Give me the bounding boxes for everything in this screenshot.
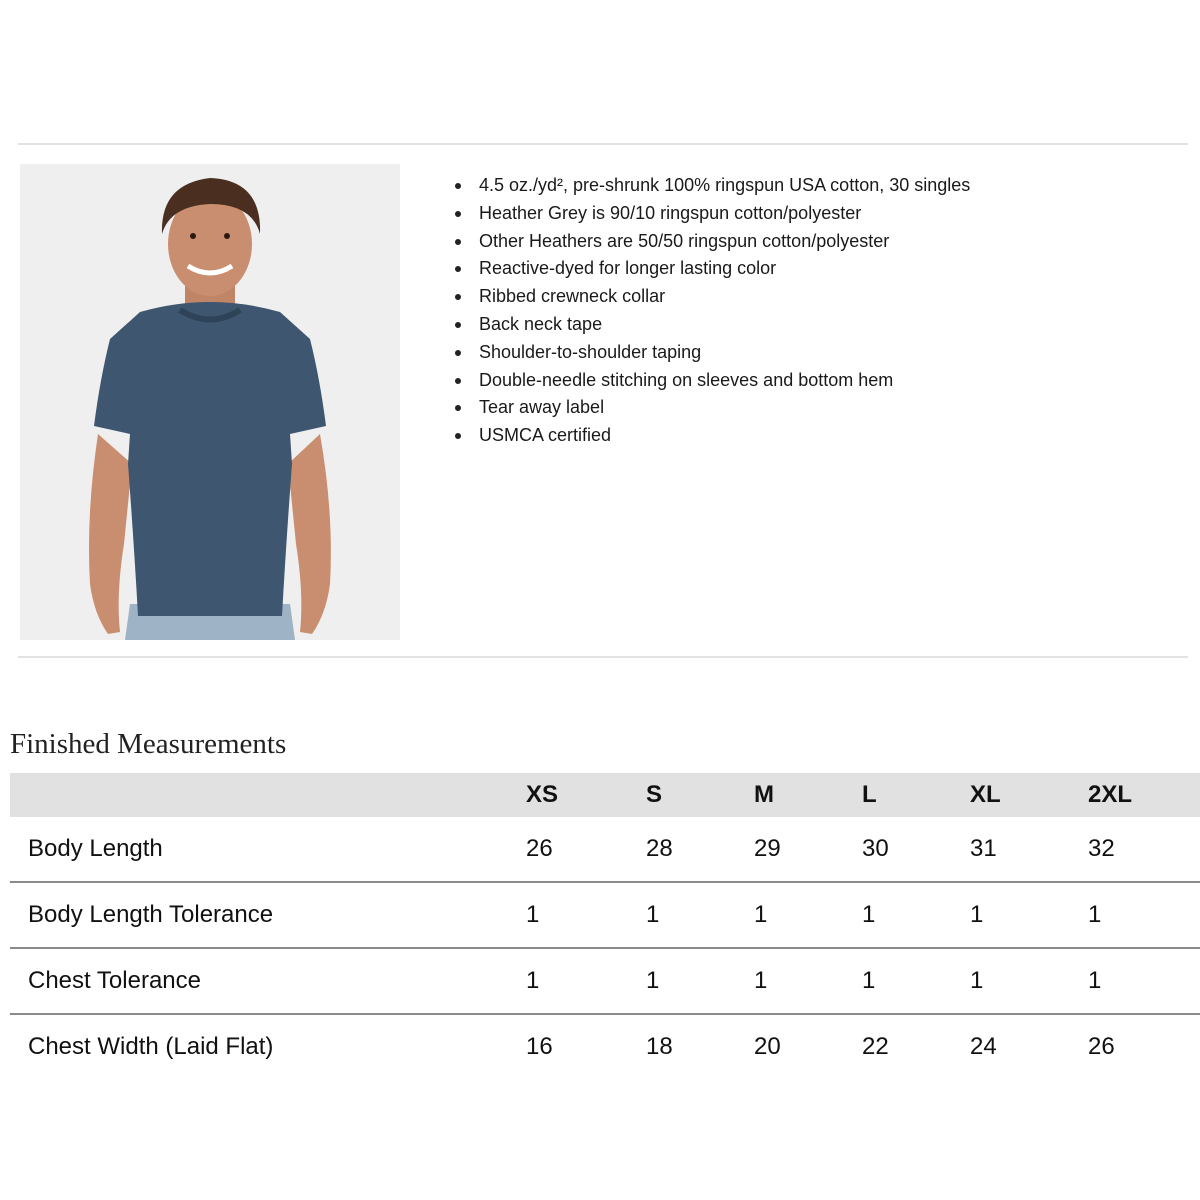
top-divider [18, 143, 1188, 145]
size-header-cell: L [862, 781, 877, 808]
feature-item [455, 394, 970, 422]
feature-item [455, 255, 970, 283]
feature-text: Double-needle stitching on sleeves and bottom hem [479, 369, 894, 390]
table-cell: 1 [862, 967, 876, 994]
table-cell: 20 [754, 1033, 781, 1060]
row-label: Body Length [28, 835, 163, 862]
feature-item [455, 172, 970, 200]
table-cell: 28 [646, 835, 673, 862]
size-table [10, 773, 1200, 1079]
bullet-icon [455, 433, 461, 439]
table-cell: 1 [754, 901, 768, 928]
model-wearing-tshirt-image [20, 164, 400, 640]
row-label: Chest Tolerance [28, 967, 201, 994]
feature-text: USMCA certified [479, 425, 612, 446]
feature-item [455, 228, 970, 256]
bullet-icon [455, 183, 461, 189]
bullet-icon [455, 266, 461, 272]
size-header-cell: XS [526, 781, 559, 808]
feature-text: Other Heathers are 50/50 ringspun cotton/polyester [479, 230, 890, 251]
table-cell: 29 [754, 835, 781, 862]
bullet-icon [455, 239, 461, 245]
table-cell: 1 [1088, 967, 1102, 994]
feature-text: Reactive-dyed for longer lasting color [479, 258, 777, 279]
table-cell: 22 [862, 1033, 889, 1060]
table-cell: 1 [754, 967, 768, 994]
bullet-icon [455, 378, 461, 384]
table-row [10, 949, 1200, 1015]
feature-item [455, 339, 970, 367]
bullet-icon [455, 405, 461, 411]
feature-text: Back neck tape [479, 313, 603, 334]
table-row [10, 817, 1200, 883]
feature-text: Shoulder-to-shoulder taping [479, 341, 702, 362]
table-cell: 1 [526, 967, 540, 994]
size-header-cell: XL [970, 781, 1001, 808]
bullet-icon [455, 294, 461, 300]
table-cell: 32 [1088, 835, 1115, 862]
table-row [10, 1015, 1200, 1079]
table-row [10, 883, 1200, 949]
table-cell: 26 [1088, 1033, 1115, 1060]
bullet-icon [455, 322, 461, 328]
table-cell: 18 [646, 1033, 673, 1060]
section-title: Finished Measurements [10, 728, 287, 760]
table-cell: 1 [1088, 901, 1102, 928]
feature-text: Tear away label [479, 397, 605, 418]
feature-item [455, 283, 970, 311]
row-label: Body Length Tolerance [28, 901, 274, 928]
feature-text: Ribbed crewneck collar [479, 286, 666, 307]
product-photo [20, 164, 400, 640]
table-cell: 26 [526, 835, 553, 862]
bottom-divider [18, 656, 1188, 658]
feature-text: 4.5 oz./yd², pre-shrunk 100% ringspun USA cotton, 30 singles [479, 175, 971, 195]
table-cell: 1 [646, 967, 660, 994]
bullet-icon [455, 350, 461, 356]
table-cell: 30 [862, 835, 889, 862]
size-header-cell: 2XL [1088, 781, 1133, 808]
size-header-cell: M [754, 781, 774, 808]
feature-text: Heather Grey is 90/10 ringspun cotton/polyester [479, 202, 862, 223]
row-label: Chest Width (Laid Flat) [28, 1033, 274, 1060]
table-cell: 1 [862, 901, 876, 928]
table-cell: 1 [526, 901, 540, 928]
bullet-icon [455, 211, 461, 217]
feature-item [455, 311, 970, 339]
feature-item [455, 422, 970, 450]
table-cell: 24 [970, 1033, 997, 1060]
size-header-row [10, 773, 1200, 817]
size-header-cell: S [646, 781, 663, 808]
feature-item [455, 367, 970, 395]
table-cell: 1 [646, 901, 660, 928]
table-cell: 1 [970, 967, 984, 994]
table-cell: 16 [526, 1033, 553, 1060]
table-cell: 1 [970, 901, 984, 928]
table-cell: 31 [970, 835, 997, 862]
feature-list [455, 172, 970, 450]
feature-item [455, 200, 970, 228]
